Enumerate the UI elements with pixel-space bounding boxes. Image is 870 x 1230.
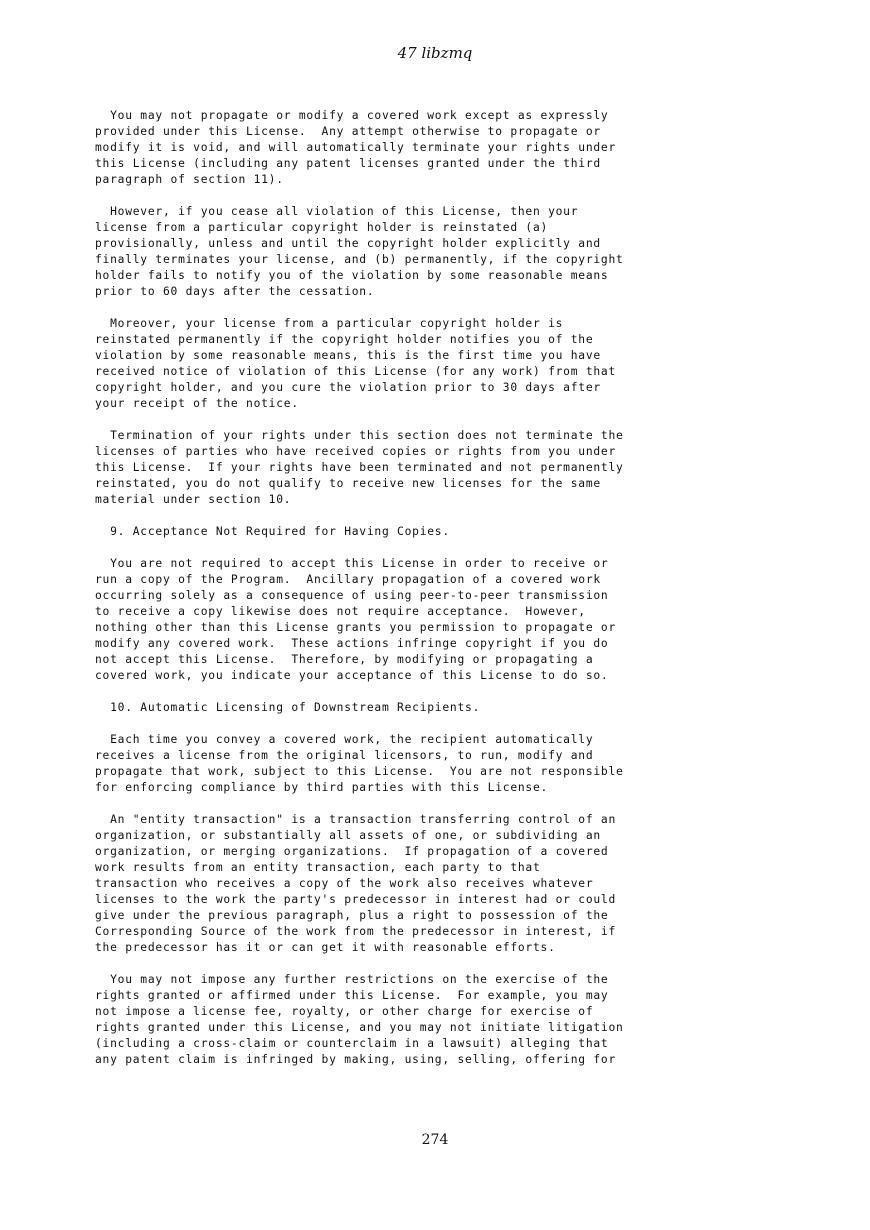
paragraph-further-restrictions: You may not impose any further restrictions on the exercise of the rights granted or affirmed under this License. For example, you may not impose a license fee, royalty, or other charge for exercise of rights granted under this License, and you may not initiate litigation (including a cross-claim or counterclaim in a lawsuit) alleging that any patent claim is infringed by making, using, selling, offering for [95, 973, 624, 1066]
section-heading-10: 10. Automatic Licensing of Downstream Recipients. [95, 701, 481, 714]
license-text-body [95, 108, 795, 1084]
paragraph-automatic-licensing: Each time you convey a covered work, the recipient automatically receives a license from the original licensors, to run, modify and propagate that work, subject to this License. You are not responsible for enforcing compliance by third parties with this License. [95, 733, 624, 794]
paragraph-acceptance: You are not required to accept this License in order to receive or run a copy of the Program. Ancillary propagation of a covered work occurring solely as a consequence of using peer-to-peer transmission to receive a copy likewise does not require acceptance. However, nothing other than this License grants you permission to propagate or modify any covered work. These actions infringe copyright if you do not accept this License. Therefore, by modifying or propagating a covered work, you indicate your acceptance of this License to do so. [95, 557, 617, 682]
paragraph-termination-effects: Termination of your rights under this section does not terminate the licenses of parties who have received copies or rights from you under this License. If your rights have been terminated and not permanently reinstated, you do not qualify to receive new licenses for the same material under section 10. [95, 429, 624, 506]
paragraph-termination-intro: You may not propagate or modify a covered work except as expressly provided under this License. Any attempt otherwise to propagate or modify it is void, and will automatically terminate your rights under this License (including any patent licenses granted under the third paragraph of section 11). [95, 109, 617, 186]
paragraph-entity-transaction: An "entity transaction" is a transaction transferring control of an organization, or substantially all assets of one, or subdividing an organization, or merging organizations. If propagation of a covered work results from an entity transaction, each party to that transaction who receives a copy of the work also receives whatever licenses to the work the party's predecessor in interest had or could give under the previous paragraph, plus a right to possession of the Corresponding Source of the work from the predecessor in interest, if the predecessor has it or can get it with reasonable efforts. [95, 813, 617, 954]
section-heading-9: 9. Acceptance Not Required for Having Copies. [95, 525, 450, 538]
paragraph-reinstatement-provisional: However, if you cease all violation of this License, then your license from a particular copyright holder is reinstated (a) provisionally, unless and until the copyright holder explicitly and finally terminates your license, and (b) permanently, if the copyright holder fails to notify you of the violation by some reasonable means prior to 60 days after the cessation. [95, 205, 624, 298]
page-number: 274 [421, 1132, 449, 1148]
running-head: 47 libzmq [397, 44, 473, 62]
paragraph-reinstatement-permanent: Moreover, your license from a particular copyright holder is reinstated permanently if the copyright holder notifies you of the violation by some reasonable means, this is the first time you have received notice of violation of this License (for any work) from that copyright holder, and you cure the violation prior to 30 days after your receipt of the notice. [95, 317, 617, 410]
